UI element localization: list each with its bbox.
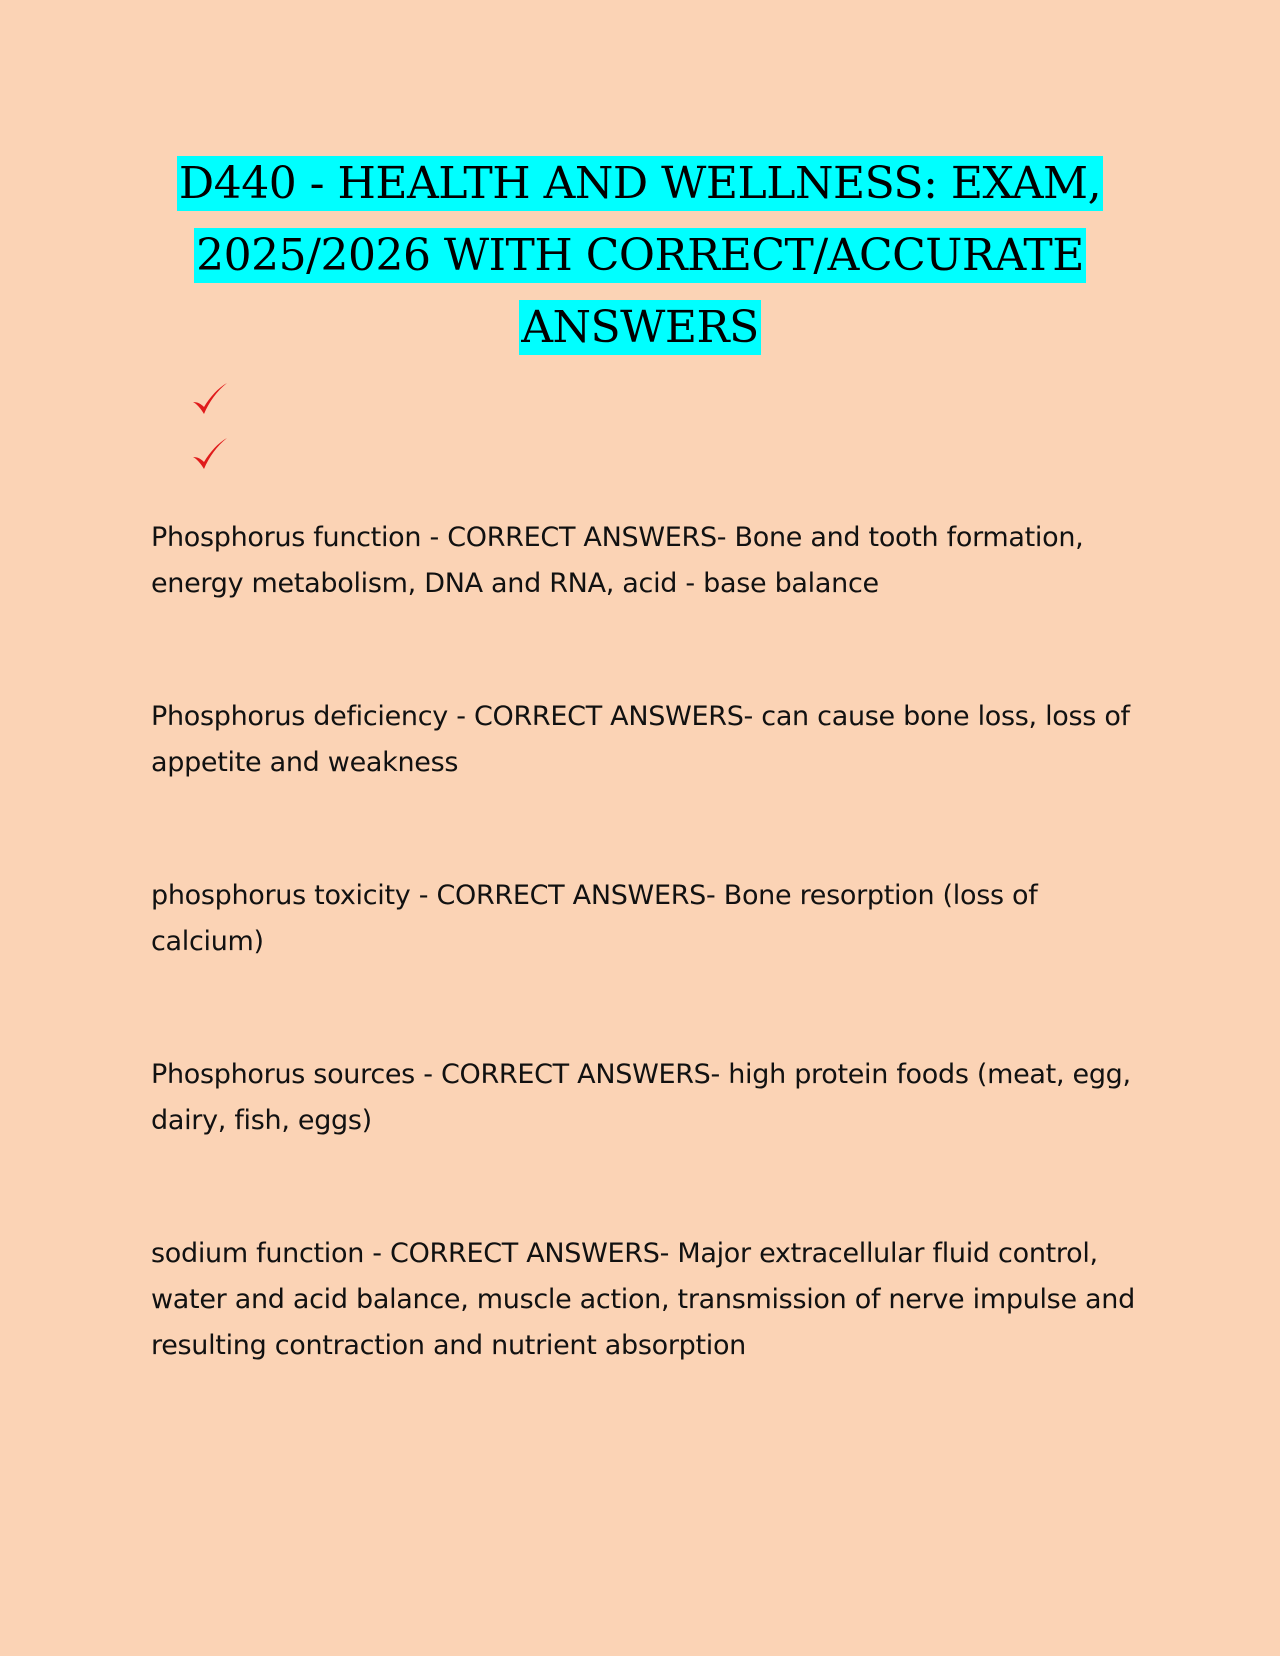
document-title — [140, 148, 1140, 364]
title-highlight: D440 - HEALTH AND WELLNESS: EXAM, 2025/2026 WITH CORRECT/ACCURATE ANSWERS — [178, 158, 1102, 353]
checkmark-icon — [190, 435, 230, 475]
checkmark-icon — [190, 380, 230, 420]
qa-entry-phosphorus-sources: Phosphorus sources - CORRECT ANSWERS- high protein foods (meat, egg, dairy, fish, eggs) — [151, 1059, 1131, 1136]
checkmark-list — [190, 380, 230, 490]
qa-entry-sodium-function: sodium function - CORRECT ANSWERS- Major extracellular fluid control, water and acid balance, muscle action, transmission of nerve impulse and resulting contraction and nutrient absorption — [151, 1238, 1135, 1361]
qa-entries — [151, 515, 1141, 1456]
qa-entry-phosphorus-deficiency: Phosphorus deficiency - CORRECT ANSWERS- can cause bone loss, loss of appetite and weakness — [151, 701, 1130, 778]
qa-entry-phosphorus-toxicity: phosphorus toxicity - CORRECT ANSWERS- Bone resorption (loss of calcium) — [151, 880, 1038, 957]
qa-entry-phosphorus-function: Phosphorus function - CORRECT ANSWERS- Bone and tooth formation, energy metabolism, DNA and RNA, acid - base balance — [151, 522, 1084, 599]
